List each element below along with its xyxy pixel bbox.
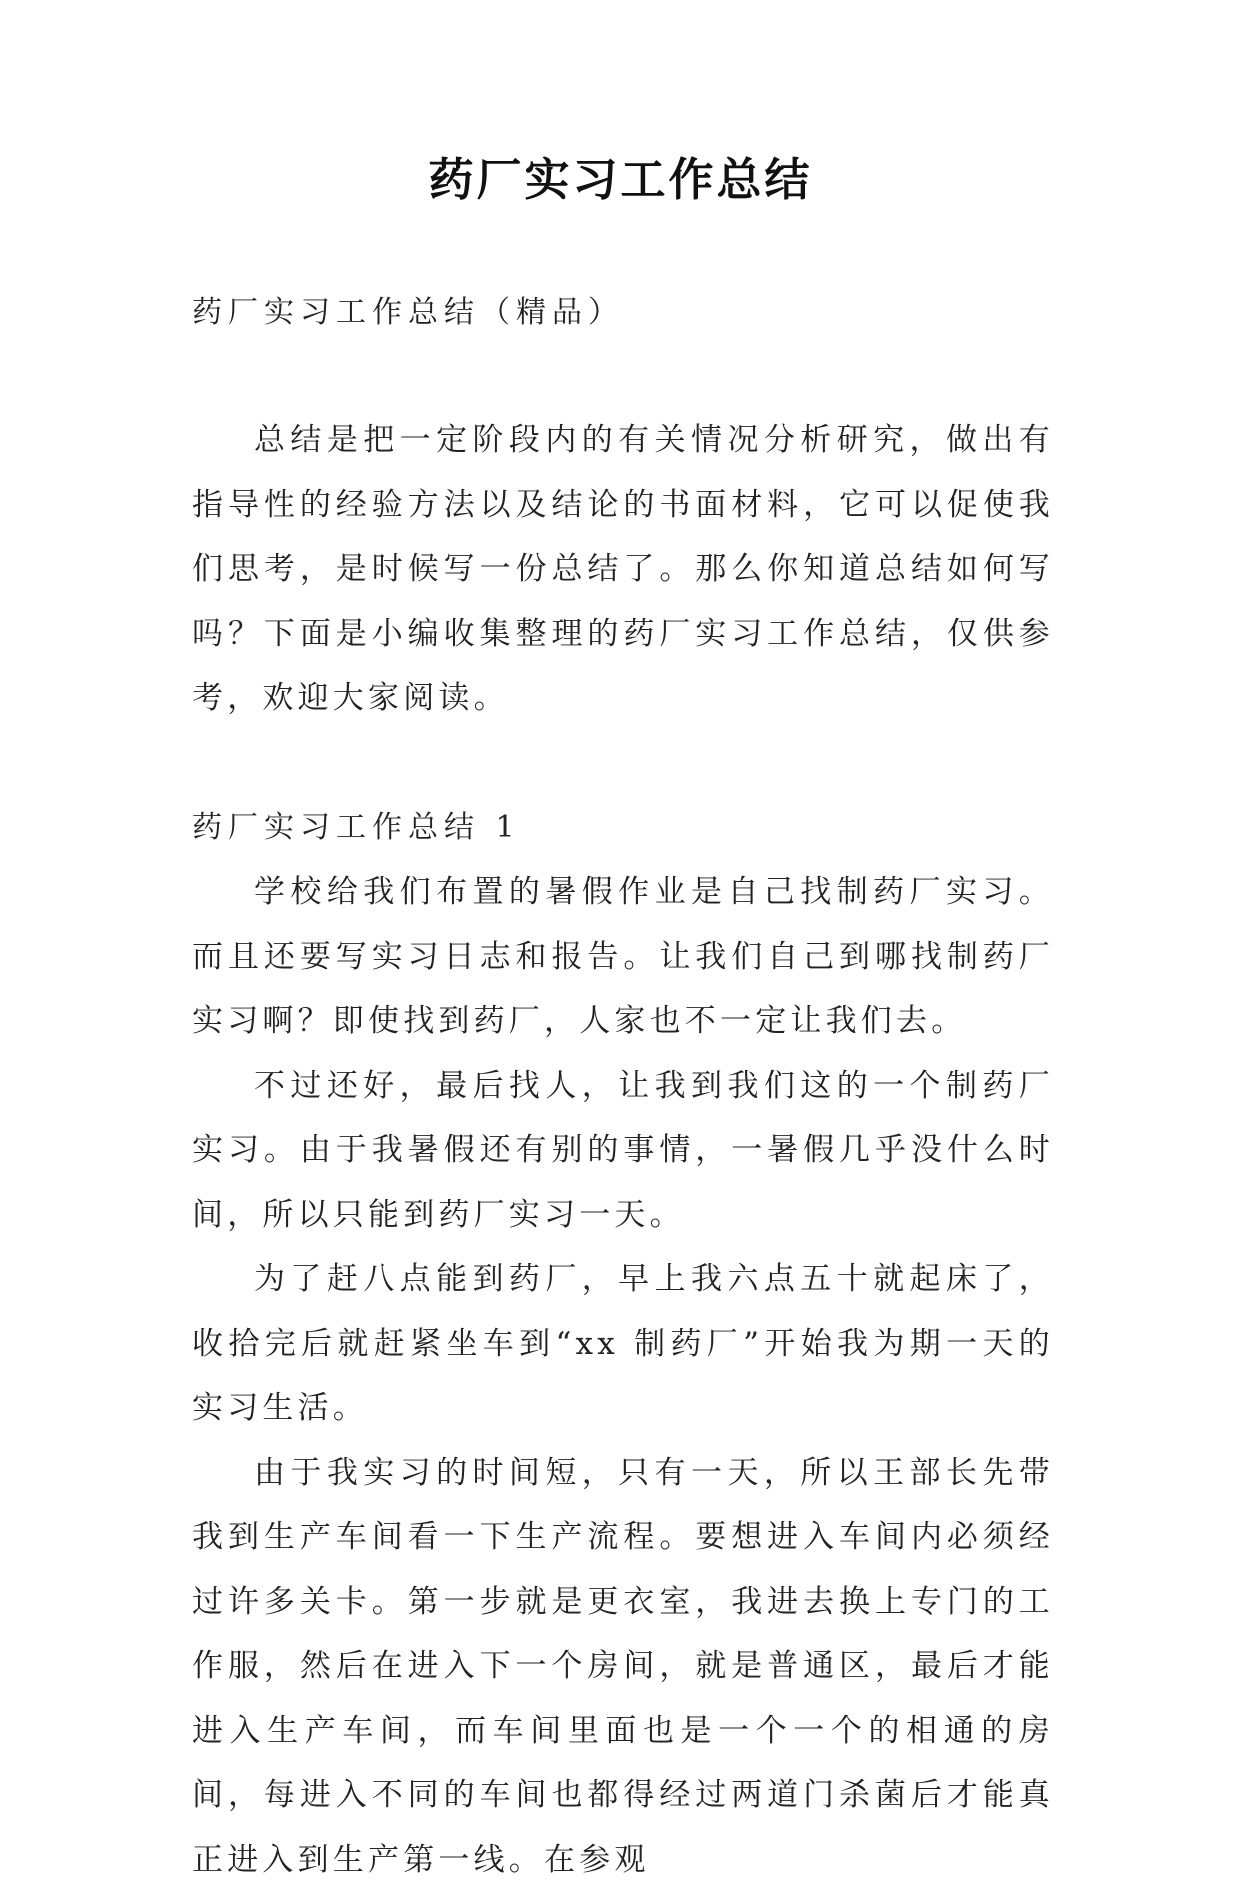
body-paragraph-2: 不过还好，最后找人，让我到我们这的一个制药厂实习。由于我暑假还有别的事情，一暑假几乎没什么时间，所以只能到药厂实习一天。 xyxy=(192,1054,1054,1248)
document-body xyxy=(192,408,1054,1892)
paragraph-spacer xyxy=(192,731,1054,796)
section-heading: 药厂实习工作总结 1 xyxy=(192,796,1054,861)
body-paragraph-3: 为了赶八点能到药厂，早上我六点五十就起床了，收拾完后就赶紧坐车到“xx 制药厂”开始我为期一天的实习生活。 xyxy=(192,1247,1054,1441)
document-title: 药厂实习工作总结 xyxy=(0,150,1241,210)
document-subtitle: 药厂实习工作总结（精品） xyxy=(192,293,624,333)
body-paragraph-1: 学校给我们布置的暑假作业是自己找制药厂实习。而且还要写实习日志和报告。让我们自己到哪找制药厂实习啊？即使找到药厂，人家也不一定让我们去。 xyxy=(192,860,1054,1054)
intro-paragraph: 总结是把一定阶段内的有关情况分析研究，做出有指导性的经验方法以及结论的书面材料，它可以促使我们思考，是时候写一份总结了。那么你知道总结如何写吗？下面是小编收集整理的药厂实习工作总结，仅供参考，欢迎大家阅读。 xyxy=(192,408,1054,731)
body-paragraph-4: 由于我实习的时间短，只有一天，所以王部长先带我到生产车间看一下生产流程。要想进入车间内必须经过许多关卡。第一步就是更衣室，我进去换上专门的工作服，然后在进入下一个房间，就是普通区，最后才能进入生产车间，而车间里面也是一个一个的相通的房间，每进入不同的车间也都得经过两道门杀菌后才能真正进入到生产第一线。在参观 xyxy=(192,1441,1054,1892)
